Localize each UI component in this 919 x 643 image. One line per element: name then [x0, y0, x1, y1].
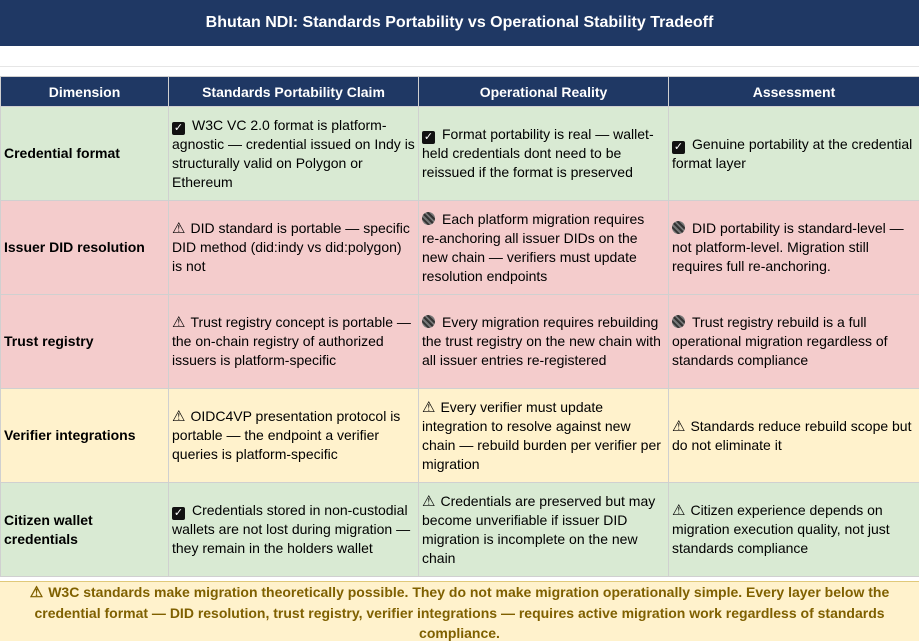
cell-reality — [419, 107, 669, 201]
stop-icon — [422, 315, 435, 328]
cell-claim-text: Trust registry concept is portable — the on-chain registry of authorized issuers is platform-specific — [172, 314, 411, 368]
warning-icon: ⚠ — [422, 399, 435, 416]
warning-icon: ⚠ — [172, 408, 185, 425]
header-dimension: Dimension — [1, 77, 169, 107]
cell-reality-text: Credentials are preserved but may become unverifiable if issuer DID migration is incomplete on the new chain — [422, 493, 655, 566]
cell-reality — [419, 201, 669, 295]
cell-assessment-text: DID portability is standard-level — not platform-level. Migration still requires full re-anchoring. — [672, 220, 904, 274]
cell-assessment-text: Trust registry rebuild is a full operational migration regardless of standards compliance — [672, 314, 888, 368]
warning-icon: ⚠ — [672, 418, 685, 435]
row-dimension: Credential format — [1, 107, 169, 201]
table-row — [1, 201, 919, 295]
header-reality: Operational Reality — [419, 77, 669, 107]
check-icon: ✓ — [422, 131, 435, 144]
cell-claim — [169, 389, 419, 483]
footer-note — [0, 581, 919, 641]
cell-claim-text: DID standard is portable — specific DID method (did:indy vs did:polygon) is not — [172, 220, 410, 274]
cell-assessment — [669, 483, 919, 577]
warning-icon: ⚠ — [172, 220, 185, 237]
cell-claim — [169, 295, 419, 389]
check-icon: ✓ — [672, 141, 685, 154]
cell-reality — [419, 483, 669, 577]
warning-icon: ⚠ — [30, 584, 43, 601]
header-assessment: Assessment — [669, 77, 919, 107]
cell-claim — [169, 201, 419, 295]
cell-reality-text: Each platform migration requires re-anchoring all issuer DIDs on the new chain — verifiers must update resolution endpoints — [422, 211, 644, 284]
stop-icon — [422, 212, 435, 225]
tradeoff-table — [0, 76, 919, 577]
cell-claim — [169, 107, 419, 201]
row-dimension: Citizen wallet credentials — [1, 483, 169, 577]
check-icon: ✓ — [172, 122, 185, 135]
warning-icon: ⚠ — [672, 502, 685, 519]
footer-text: W3C standards make migration theoretically possible. They do not make migration operationally simple. Every layer below the credential format — DID resolution, trust registry, verifier integrations — requires active migration work regardless of standards compliance. — [34, 584, 889, 641]
cell-claim — [169, 483, 419, 577]
cell-reality — [419, 295, 669, 389]
cell-claim-text: OIDC4VP presentation protocol is portable — the endpoint a verifier queries is platform-specific — [172, 408, 400, 462]
spacer-row — [0, 46, 919, 77]
stop-icon — [672, 221, 685, 234]
row-dimension: Issuer DID resolution — [1, 201, 169, 295]
check-icon: ✓ — [172, 507, 185, 520]
table-row — [1, 295, 919, 389]
cell-assessment-text: Citizen experience depends on migration execution quality, not just standards compliance — [672, 502, 890, 556]
table-header-row — [1, 77, 919, 107]
cell-assessment — [669, 201, 919, 295]
cell-reality-text: Format portability is real — wallet-held credentials dont need to be reissued if the format is preserved — [422, 126, 654, 180]
cell-reality-text: Every migration requires rebuilding the trust registry on the new chain with all issuer entries re-registered — [422, 314, 661, 368]
table-row — [1, 389, 919, 483]
page-title: Bhutan NDI: Standards Portability vs Operational Stability Tradeoff — [0, 0, 919, 46]
cell-reality-text: Every verifier must update integration to resolve against new chain — rebuild burden per verifier per migration — [422, 399, 661, 472]
cell-claim-text: W3C VC 2.0 format is platform-agnostic — credential issued on Indy is structurally valid on Polygon or Ethereum — [172, 117, 415, 190]
row-dimension: Verifier integrations — [1, 389, 169, 483]
table-row — [1, 107, 919, 201]
cell-assessment — [669, 295, 919, 389]
stop-icon — [672, 315, 685, 328]
table-row — [1, 483, 919, 577]
cell-assessment — [669, 389, 919, 483]
warning-icon: ⚠ — [172, 314, 185, 331]
cell-claim-text: Credentials stored in non-custodial wallets are not lost during migration — they remain in the holders wallet — [172, 502, 410, 556]
row-dimension: Trust registry — [1, 295, 169, 389]
cell-assessment-text: Standards reduce rebuild scope but do not eliminate it — [672, 418, 912, 453]
warning-icon: ⚠ — [422, 493, 435, 510]
header-claim: Standards Portability Claim — [169, 77, 419, 107]
cell-assessment — [669, 107, 919, 201]
cell-reality — [419, 389, 669, 483]
cell-assessment-text: Genuine portability at the credential format layer — [672, 136, 912, 171]
